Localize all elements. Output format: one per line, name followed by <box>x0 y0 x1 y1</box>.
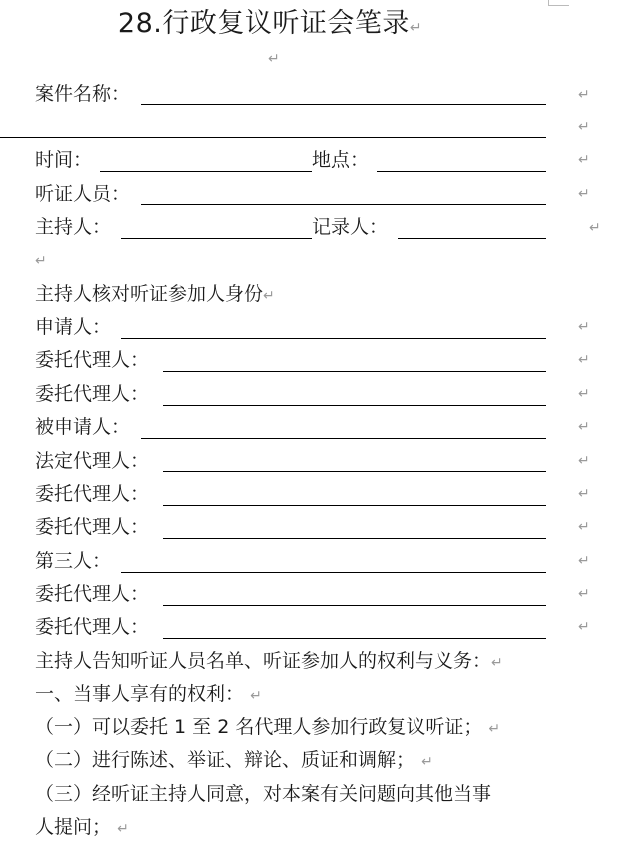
paragraph-mark: ↵ <box>578 119 590 135</box>
respondent-field[interactable] <box>141 438 546 439</box>
paragraph-mark: ↵ <box>578 87 590 103</box>
respondent-agent-label-1: 委托代理人： <box>35 483 150 505</box>
paragraph-mark: ↵ <box>578 619 590 635</box>
applicant-agent-label-2: 委托代理人： <box>35 383 150 405</box>
applicant-field[interactable] <box>121 338 546 339</box>
paragraph-mark: ↵ <box>578 419 590 435</box>
applicant-label: 申请人： <box>35 316 112 338</box>
hearing-staff-label: 听证人员： <box>35 183 131 205</box>
paragraph-mark: ↵ <box>35 253 47 269</box>
paragraph-mark: ↵ <box>589 220 601 236</box>
applicant-agent-field-1[interactable] <box>163 371 546 372</box>
case-name-field[interactable] <box>141 104 546 105</box>
page-corner-mark <box>548 0 569 6</box>
document-title: 28.行政复议听证会笔录↵ <box>117 8 423 39</box>
paragraph-mark: ↵ <box>578 486 590 502</box>
paragraph-mark: ↵ <box>578 553 590 569</box>
time-field[interactable] <box>100 171 312 172</box>
place-label: 地点： <box>312 149 370 171</box>
legal-representative-field[interactable] <box>163 471 546 472</box>
third-party-agent-label-1: 委托代理人： <box>35 583 150 605</box>
third-party-agent-field-1[interactable] <box>163 605 546 606</box>
time-label: 时间： <box>35 149 93 171</box>
paragraph-mark: ↵ <box>578 319 590 335</box>
paragraph-mark: ↵ <box>578 453 590 469</box>
paragraph-mark: ↵ <box>578 152 590 168</box>
paragraph-mark: ↵ <box>578 186 590 202</box>
third-party-agent-label-2: 委托代理人： <box>35 616 150 638</box>
right-item-3-continued: 人提问； ↵ <box>35 816 129 838</box>
respondent-agent-label-2: 委托代理人： <box>35 516 150 538</box>
third-party-field[interactable] <box>121 572 546 573</box>
place-field[interactable] <box>377 171 546 172</box>
paragraph-mark: ↵ <box>578 586 590 602</box>
respondent-agent-field-1[interactable] <box>163 505 546 506</box>
paragraph-mark: ↵ <box>578 519 590 535</box>
respondent-label: 被申请人： <box>35 416 131 438</box>
third-party-label: 第三人： <box>35 550 112 572</box>
hearing-staff-field[interactable] <box>141 204 546 205</box>
host-field[interactable] <box>121 238 312 239</box>
paragraph-mark: ↵ <box>268 51 280 67</box>
right-item-1: （一）可以委托 1 至 2 名代理人参加行政复议听证； ↵ <box>35 716 501 738</box>
paragraph-mark: ↵ <box>578 386 590 402</box>
recorder-field[interactable] <box>398 238 546 239</box>
third-party-agent-field-2[interactable] <box>163 638 546 639</box>
respondent-agent-field-2[interactable] <box>163 538 546 539</box>
verify-identity-heading: 主持人核对听证参加人身份↵ <box>35 283 275 305</box>
host-notice-text: 主持人告知听证人员名单、听证参加人的权利与义务：↵ <box>35 650 503 672</box>
case-name-label: 案件名称： <box>35 83 131 105</box>
recorder-label: 记录人： <box>312 216 389 238</box>
host-label: 主持人： <box>35 216 112 238</box>
right-item-3: （三）经听证主持人同意，对本案有关问题向其他当事 <box>35 783 492 805</box>
applicant-agent-field-2[interactable] <box>163 405 546 406</box>
rights-heading: 一、当事人享有的权利： ↵ <box>35 683 262 705</box>
right-item-2: （二）进行陈述、举证、辩论、质证和调解； ↵ <box>35 749 433 771</box>
legal-representative-label: 法定代理人： <box>35 450 150 472</box>
case-name-field-continued[interactable] <box>0 137 546 138</box>
paragraph-mark: ↵ <box>578 352 590 368</box>
applicant-agent-label-1: 委托代理人： <box>35 349 150 371</box>
